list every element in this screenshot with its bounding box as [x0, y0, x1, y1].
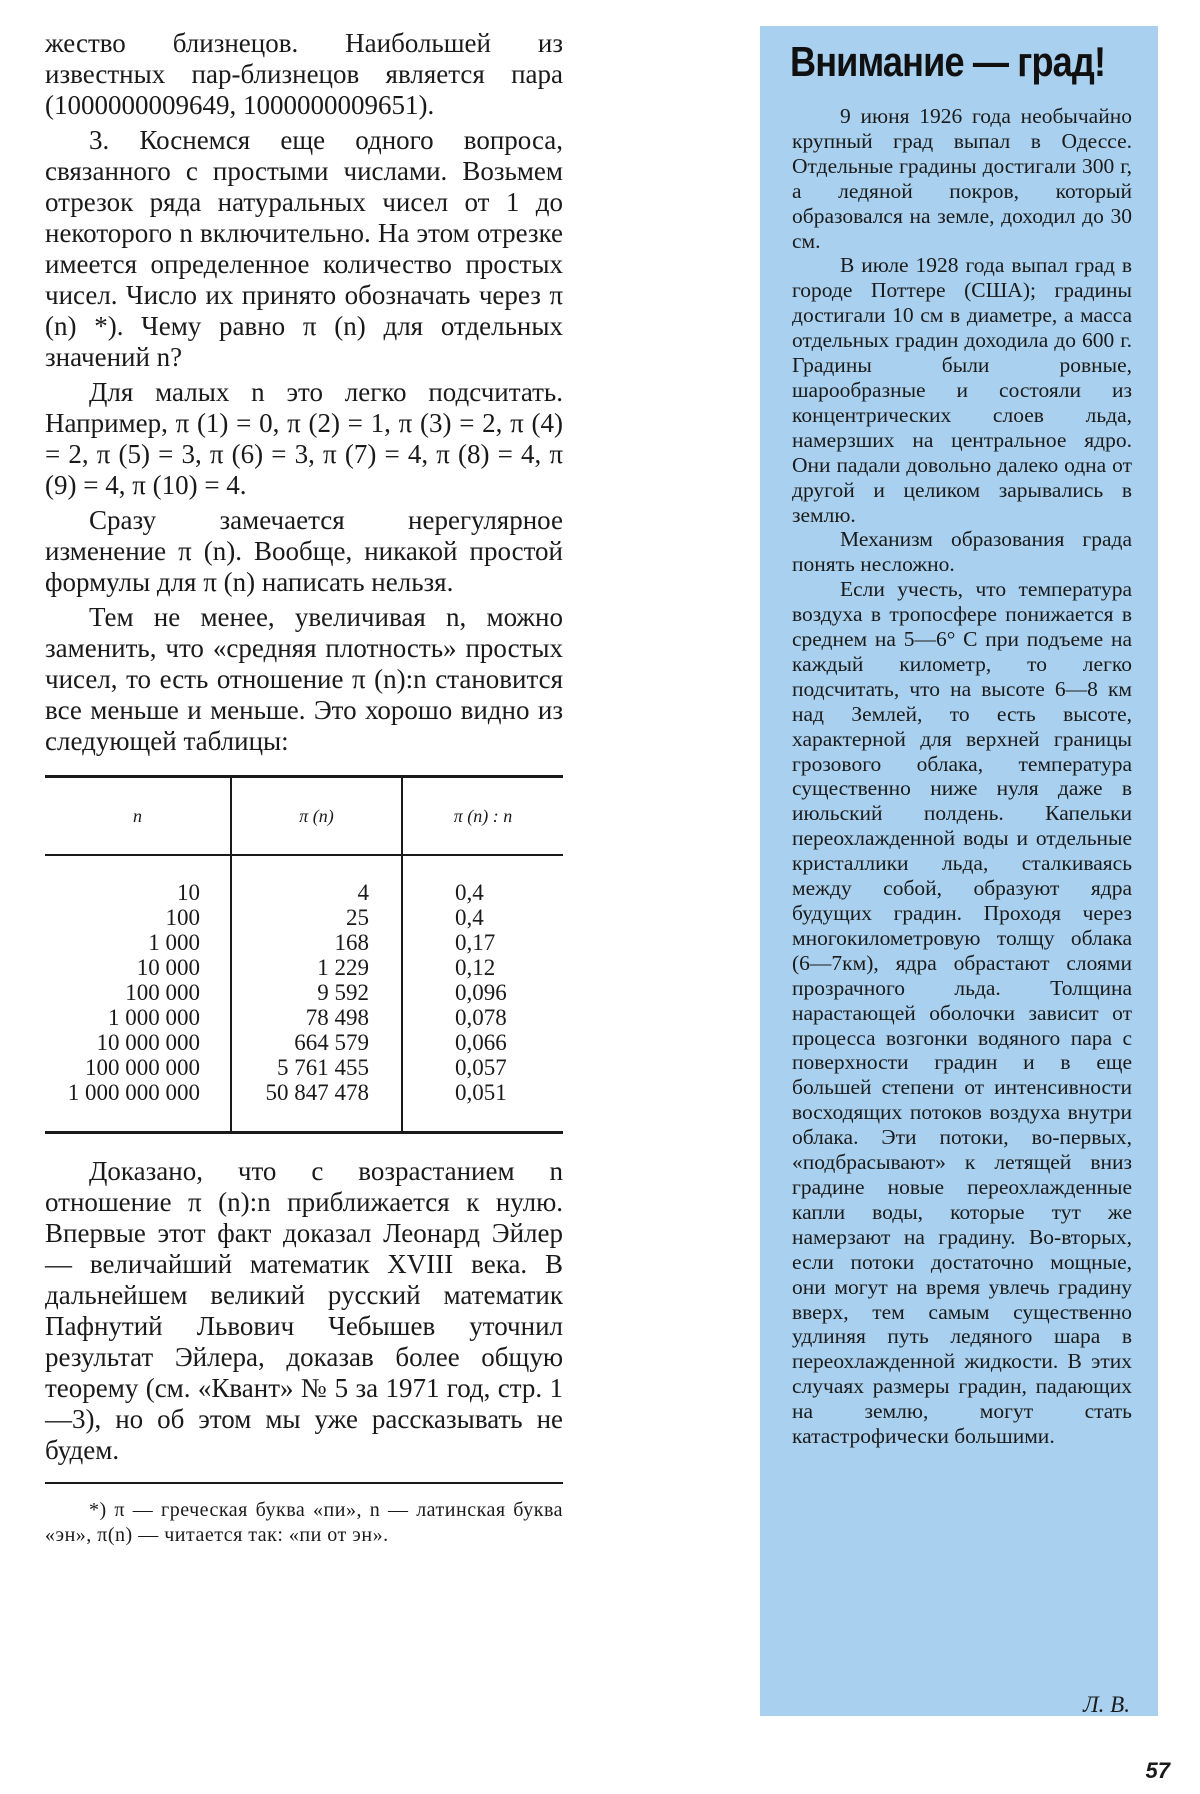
paragraph-euler-chebyshev: Доказано, что с возрастанием n отношение π (n):n приближается к нулю. Впервые этот факт доказал Леонард Эйлер — величайший математик XVIII века. В дальнейшем великий русский математик Пафнутий Львович Чебышев уточнил результат Эйлера, доказав более общую теорему (см. «Квант» № 5 за 1971 год, стр. 1—3), но об этом мы уже рассказывать не будем. [45, 1156, 563, 1465]
table-cell-n: 10 [177, 880, 200, 905]
sidebar-signature: Л. В. [1083, 1692, 1130, 1717]
sidebar-title: Внимание — град! [790, 38, 1106, 85]
table-row [45, 905, 563, 930]
table-cell-n: 1 000 [148, 930, 200, 955]
paragraph-small-n-examples: Для малых n это легко подсчитать. Например, π (1) = 0, π (2) = 1, π (3) = 2, π (4) = 2, π (5) = 3, π (6) = 3, π (7) = 4, π (8) = 4, π (9) = 4, π (10) = 4. [45, 377, 563, 500]
table-row [45, 1055, 563, 1080]
table-cell-n: 1 000 000 [108, 1005, 200, 1030]
sidebar-hail-article [760, 26, 1158, 1716]
table-cell-pi: 50 847 478 [231, 1080, 402, 1105]
table-header-pi: π (n) [231, 777, 402, 856]
table-cell-pi: 9 592 [231, 980, 402, 1005]
paragraph-density-intro: Тем не менее, увеличивая n, можно заменить, что «средняя плотность» простых чисел, то есть отношение π (n):n становится все меньше и меньше. Это хорошо видно из следующей таблицы: [45, 602, 563, 756]
table-cell-pi: 168 [231, 930, 402, 955]
table-cell-ratio: 0,066 [402, 1030, 563, 1055]
table-cell-ratio: 0,12 [402, 955, 563, 980]
table-cell-pi: 78 498 [231, 1005, 402, 1030]
table-cell-ratio: 0,057 [402, 1055, 563, 1080]
sidebar-body [792, 104, 1132, 1449]
table-header-row [45, 777, 563, 856]
table-cell-n: 100 000 [125, 980, 200, 1005]
table-cell-ratio: 0,051 [402, 1080, 563, 1105]
table-row [45, 930, 563, 955]
table-cell-ratio: 0,4 [402, 905, 563, 930]
table-cell-n: 1 000 000 000 [67, 1080, 200, 1105]
table-row [45, 1030, 563, 1055]
table-cell-ratio: 0,17 [402, 930, 563, 955]
sidebar-paragraph-explanation: Если учесть, что температура воздуха в тропосфере понижается в среднем на 5—6° С при подъеме на каждый километр, то легко подсчитать, что на высоте 6—8 км над Землей, то есть высоте, характерной для верхней границы грозового облака, температура существенно ниже нуля даже в июльский полдень. Капельки переохлажденной воды и отдельные кристаллики льда, сталкиваясь между собой, образуют ядра будущих градин. Проходя через многокилометровую толщу облака (6—7км), ядра обрастают слоями прозрачного льда. Толщина нарастающей оболочки зависит от процесса возгонки водяного пара с поверхности градин и в еще большей степени от интенсивности восходящих потоков воздуха внутри облака. Эти потоки, во-первых, «подбрасывают» к летящей вниз градине новые переохлажденные капли воды, которые тут же намерзают на градину. Во-вторых, если потоки достаточно мощные, они могут на время увлечь градину вверх, тем самым существенно удлиняя путь ледяного шара в переохлажденной жидкости. В этих случаях размеры градин, падающих на землю, могут стать катастрофически большими. [792, 577, 1132, 1449]
paragraph-prime-count-intro: 3. Коснемся еще одного вопроса, связанного с простыми числами. Возьмем отрезок ряда натуральных чисел от 1 до некоторого n включительно. На этом отрезке имеется определенное количество простых чисел. Число их принято обозначать через π (n) *). Чему равно π (n) для отдельных значений n? [45, 125, 563, 372]
sidebar-paragraph-potter: В июле 1928 года выпал град в городе Поттере (США); градины достигали 10 см в диаметре, а масса отдельных градин доходила до 600 г. Градины были ровные, шарообразные и состояли из концентрических слоев льда, намерзших на центральное ядро. Они падали довольно далеко одна от другой и целиком зарывались в землю. [792, 253, 1132, 527]
sidebar-paragraph-odessa: 9 июня 1926 года необычайно крупный град выпал в Одессе. Отдельные градины достигали 300 г, а ледяной покров, который образовался на земле, доходил до 30 см. [792, 104, 1132, 253]
table-row [45, 955, 563, 980]
footnote-divider [45, 1482, 563, 1484]
table-header-n: n [45, 777, 231, 856]
table-cell-n: 10 000 [136, 955, 200, 980]
page-number: 57 [1145, 1758, 1170, 1783]
sidebar-paragraph-mechanism: Механизм образования града понять несложно. [792, 527, 1132, 577]
table-cell-n: 100 000 000 [85, 1055, 200, 1080]
table-row [45, 1005, 563, 1030]
table-cell-ratio: 0,078 [402, 1005, 563, 1030]
footnote: *) π — греческая буква «пи», n — латинская буква «эн», π(n) — читается так: «пи от эн». [45, 1499, 563, 1546]
table-cell-pi: 5 761 455 [231, 1055, 402, 1080]
main-column [45, 28, 563, 1548]
table-cell-pi: 4 [231, 880, 402, 905]
table-header-ratio: π (n) : n [402, 777, 563, 856]
table-cell-n: 100 [165, 905, 200, 930]
table-cell-pi: 25 [231, 905, 402, 930]
table-cell-n: 10 000 000 [96, 1030, 200, 1055]
table-row [45, 980, 563, 1005]
table-cell-ratio: 0,096 [402, 980, 563, 1005]
table-cell-ratio: 0,4 [402, 880, 563, 905]
prime-count-table [45, 775, 563, 1134]
table-row [45, 1080, 563, 1105]
table-cell-pi: 1 229 [231, 955, 402, 980]
table-row [45, 880, 563, 905]
paragraph-irregular-change: Сразу замечается нерегулярное изменение π (n). Вообще, никакой простой формулы для π (n) написать нельзя. [45, 505, 563, 597]
table-body [45, 855, 563, 1133]
table-cell-pi: 664 579 [231, 1030, 402, 1055]
paragraph-twin-primes: жество близнецов. Наибольшей из известных пар-близнецов является пара (1000000009649, 1000000009651). [45, 28, 563, 120]
